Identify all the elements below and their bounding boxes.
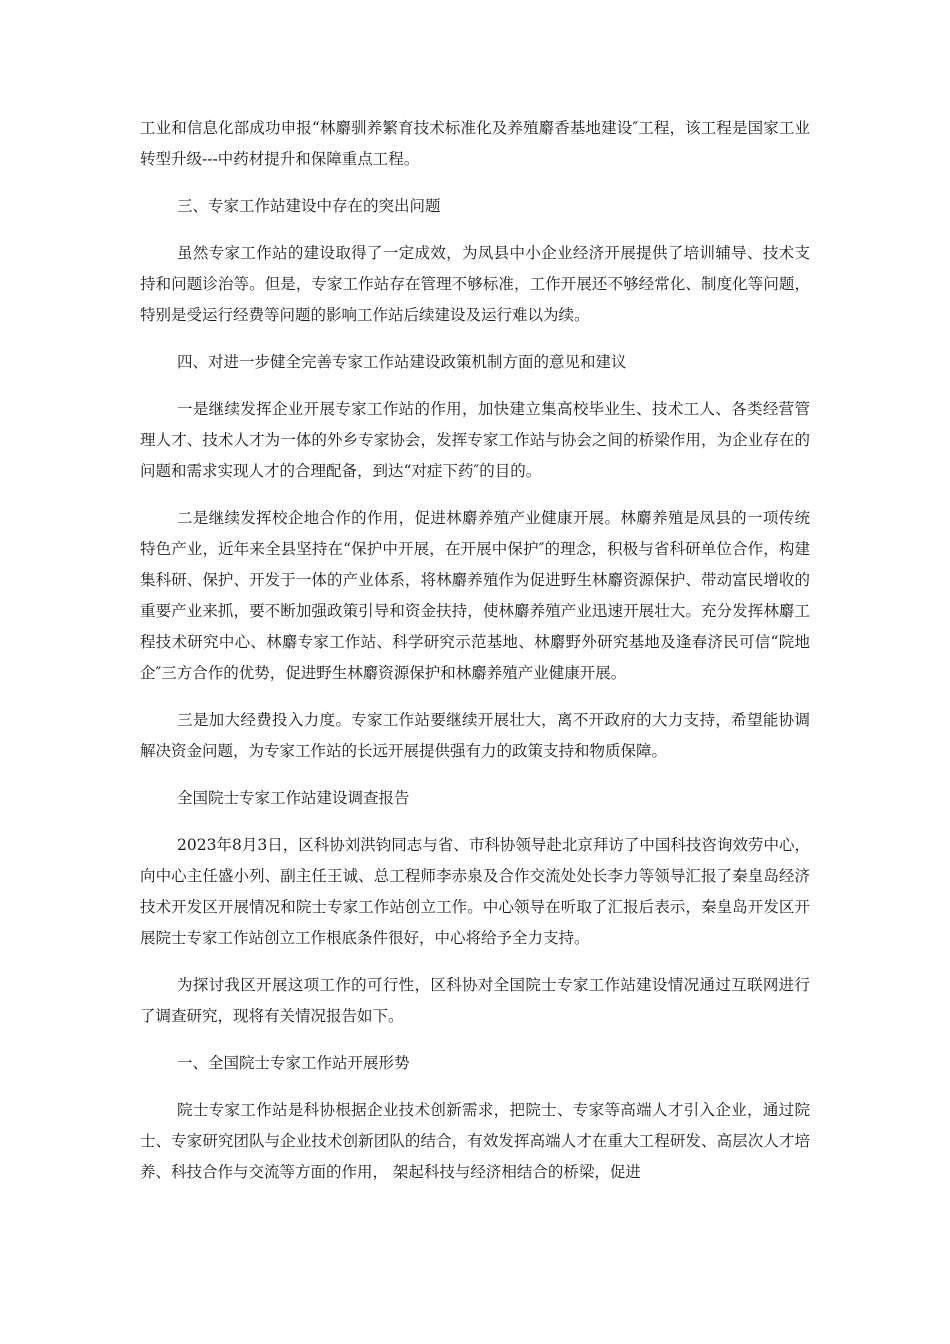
body-paragraph: 工业和信息化部成功申报“林麝驯养繁育技术标准化及养殖麝香基地建设″工程，该工程是国家工业转型升级---中药材提升和保障重点工程。 <box>140 119 810 168</box>
section-heading: 四、对进一步健全完善专家工作站建设政策机制方面的意见和建议 <box>177 353 627 371</box>
body-paragraph: 一是继续发挥企业开展专家工作站的作用，加快建立集高校毕业生、技术工人、各类经营管理人才、技术人才为一体的外乡专家协会，发挥专家工作站与协会之间的桥梁作用，为企业存在的问题和需求实现人才的合理配备，到达“对症下药″的目的。 <box>140 400 810 480</box>
body-paragraph: 三是加大经费投入力度。专家工作站要继续开展壮大，离不开政府的大力支持，希望能协调解决资金问题，为专家工作站的长远开展提供强有力的政策支持和物质保障。 <box>140 711 810 760</box>
body-paragraph: 院士专家工作站是科协根据企业技术创新需求，把院士、专家等高端人才引入企业，通过院士、专家研究团队与企业技术创新团队的结合，有效发挥高端人才在重大工程研发、高层次人才培养、科技合作与交流等方面的作用， 架起科技与经济相结合的桥梁，促进 <box>140 1101 810 1181</box>
body-paragraph: 2023年8月3日，区科协刘洪钧同志与省、市科协领导赴北京拜访了中国科技咨询效劳中心，向中心主任盛小列、副主任王诚、总工程师李赤泉及合作交流处处长李力等领导汇报了秦皇岛经济技术开发区开展情况和院士专家工作站创立工作。中心领导在听取了汇报后表示，秦皇岛开发区开展院士专家工作站创立工作根底条件很好，中心将给予全力支持。 <box>140 836 810 947</box>
body-paragraph: 虽然专家工作站的建设取得了一定成效，为凤县中小企业经济开展提供了培训辅导、技术支持和问题诊治等。但是，专家工作站存在管理不够标准，工作开展还不够经常化、制度化等问题，特别是受运行经费等问题的影响工作站后续建设及运行难以为续。 <box>140 244 810 324</box>
section-heading: 三、专家工作站建设中存在的突出问题 <box>177 197 441 215</box>
report-title: 全国院士专家工作站建设调查报告 <box>177 789 410 807</box>
body-paragraph: 为探讨我区开展这项工作的可行性，区科协对全国院士专家工作站建设情况通过互联网进行了调查研究，现将有关情况报告如下。 <box>140 976 810 1025</box>
section-heading: 一、全国院士专家工作站开展形势 <box>177 1054 410 1072</box>
body-paragraph: 二是继续发挥校企地合作的作用，促进林麝养殖产业健康开展。林麝养殖是凤县的一项传统特色产业，近年来全县坚持在“保护中开展，在开展中保护″的理念，积极与省科研单位合作，构建集科研、保护、开发于一体的产业体系，将林麝养殖作为促进野生林麝资源保护、带动富民增收的重要产业来抓，要不断加强政策引导和资金扶持，使林麝养殖产业迅速开展壮大。充分发挥林麝工程技术研究中心、林麝专家工作站、科学研究示范基地、林麝野外研究基地及逢春济民可信“院地企″三方合作的优势，促进野生林麝资源保护和林麝养殖产业健康开展。 <box>140 509 810 682</box>
